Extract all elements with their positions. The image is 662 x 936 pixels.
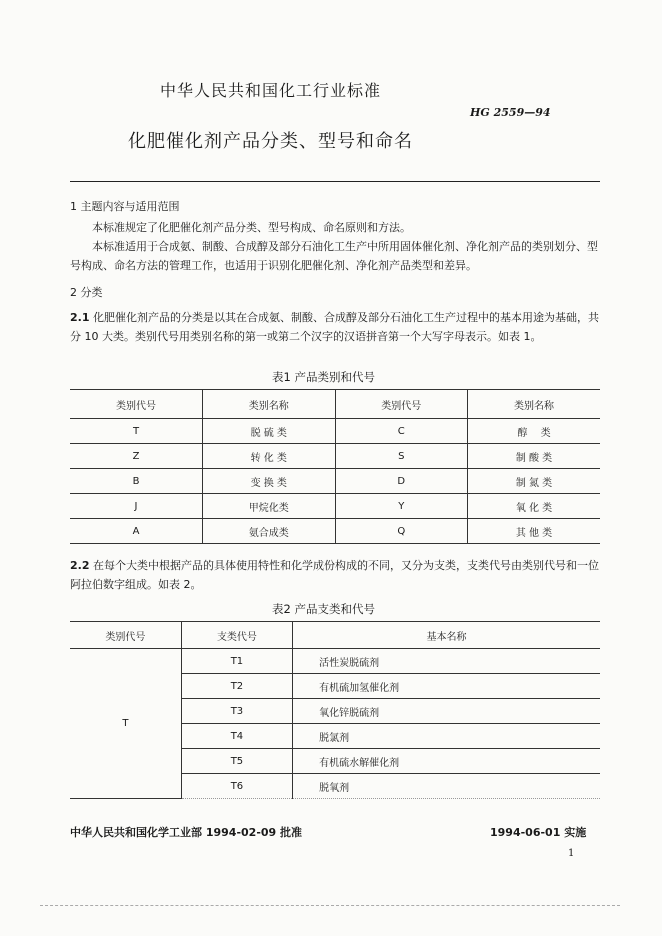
table-cell: 制 氮 类: [468, 469, 601, 494]
table-cell: T: [70, 419, 203, 444]
table-cell: Y: [335, 494, 468, 519]
table-cell: 氨合成类: [203, 519, 336, 544]
section2-1-paragraph: [70, 308, 600, 346]
table-cell: 脱氧剂: [293, 774, 600, 799]
section1-para1: 本标准规定了化肥催化剂产品分类、型号构成、命名原则和方法。: [92, 221, 411, 234]
table-cell: 制 酸 类: [468, 444, 601, 469]
column-header: 类别代号: [335, 390, 468, 419]
table-cell: 氧 化 类: [468, 494, 601, 519]
table-header-row: [70, 390, 600, 419]
table-cell: S: [335, 444, 468, 469]
column-header: 类别代号: [70, 390, 203, 419]
approval-line: 中华人民共和国化学工业部 1994-02-09 批准: [70, 826, 303, 839]
table-cell: 变 换 类: [203, 469, 336, 494]
clause-text: 化肥催化剂产品的分类是以其在合成氨、制酸、合成醇及部分石油化工生产过程中的基本用途为基础，共分 10 大类。类别代号用类别名称的第一或第二个汉字的汉语拼音第一个大写字母表示。如表 1。: [70, 311, 599, 343]
table-cell: Z: [70, 444, 203, 469]
table2-caption: 表2 产品支类和代号: [272, 602, 375, 616]
table-cell: T6: [181, 774, 292, 799]
table-cell: A: [70, 519, 203, 544]
table-cell: 氧化锌脱硫剂: [293, 699, 600, 724]
table-cell: 活性炭脱硫剂: [293, 649, 600, 674]
table-cell: 转 化 类: [203, 444, 336, 469]
implementation-date: 1994-06-01 实施: [490, 826, 587, 839]
column-header: 支类代号: [181, 622, 292, 649]
table-cell: 有机硫水解催化剂: [293, 749, 600, 774]
column-header: 类别代号: [70, 622, 181, 649]
table-cell: 甲烷化类: [203, 494, 336, 519]
category-code-cell: T: [70, 649, 181, 799]
table-cell: T1: [181, 649, 292, 674]
column-header: 类别名称: [468, 390, 601, 419]
table-cell: T4: [181, 724, 292, 749]
clause-number: 2.2: [70, 559, 90, 572]
table1-caption: 表1 产品类别和代号: [272, 370, 375, 384]
table-cell: 醇 类: [468, 419, 601, 444]
table-cell: 其 他 类: [468, 519, 601, 544]
scan-edge-line: [40, 905, 620, 906]
table-cell: 有机硫加氢催化剂: [293, 674, 600, 699]
product-category-table: [70, 389, 600, 544]
column-header: 基本名称: [293, 622, 600, 649]
table-cell: T3: [181, 699, 292, 724]
table-cell: Q: [335, 519, 468, 544]
table-cell: C: [335, 419, 468, 444]
table-row: [70, 649, 600, 674]
clause-text: 在每个大类中根据产品的具体使用特性和化学成份构成的不同，又分为支类，支类代号由类别代号和一位阿拉伯数字组成。如表 2。: [70, 559, 599, 591]
table-cell: 脱 硫 类: [203, 419, 336, 444]
table-cell: B: [70, 469, 203, 494]
section1-para2: 本标准适用于合成氨、制酸、合成醇及部分石油化工生产中所用固体催化剂、净化剂产品的类别划分、型号构成、命名方法的管理工作，也适用于识别化肥催化剂、净化剂产品类型和差异。: [70, 240, 598, 272]
section2-heading: 2 分类: [70, 286, 103, 299]
product-subcategory-table: [70, 621, 600, 799]
table-row: [70, 444, 600, 469]
table-cell: J: [70, 494, 203, 519]
column-header: 类别名称: [203, 390, 336, 419]
table-row: [70, 419, 600, 444]
section2-2-paragraph: [70, 556, 600, 594]
table-row: [70, 469, 600, 494]
document-title: 化肥催化剂产品分类、型号和命名: [128, 131, 413, 152]
page-number: 1: [568, 848, 575, 859]
table-header-row: [70, 622, 600, 649]
standard-number: HG 2559—94: [470, 106, 551, 119]
clause-number: 2.1: [70, 311, 90, 324]
table-row: [70, 494, 600, 519]
table-cell: T2: [181, 674, 292, 699]
table-cell: 脱氯剂: [293, 724, 600, 749]
table-cell: T5: [181, 749, 292, 774]
issuing-organization: 中华人民共和国化工行业标准: [160, 81, 382, 100]
table-cell: D: [335, 469, 468, 494]
table-row: [70, 519, 600, 544]
title-divider: [70, 181, 600, 182]
section1-heading: 1 主题内容与适用范围: [70, 200, 180, 213]
